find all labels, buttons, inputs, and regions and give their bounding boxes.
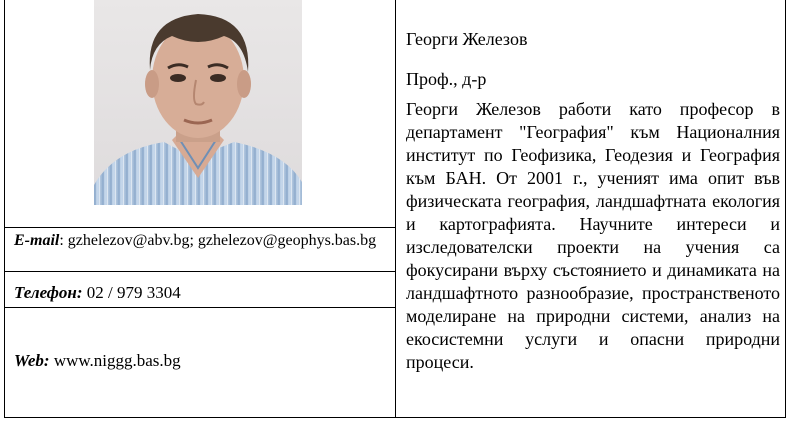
web-value[interactable]: www.niggg.bas.bg: [49, 351, 181, 370]
profile-card: [4, 0, 786, 418]
email-label: E-mail: [14, 232, 60, 249]
web-label: Web:: [14, 351, 50, 370]
column-divider: [395, 0, 396, 417]
email-value[interactable]: : gzhelezov@abv.bg; gzhelezov@geophys.bas.bg: [59, 232, 377, 249]
portrait-image: [94, 0, 302, 205]
person-bio: Георги Железов работи като професор в департамент "География" към Националния институт по Геофизика, Геодезия и География към БАН. От 2001 г., ученият има опит във физическата география, ландшафтната екология и картографията. Научните интереси и изследователски проекти на учения са фокусирани върху състоянието и динамиката на ландшафтното разнообразие, пространственото моделиране на природни системи, анализ на екосистемни услуги и опасни природни процеси.: [406, 99, 780, 372]
phone-value: 02 / 979 3304: [82, 283, 181, 302]
email-cell: [5, 228, 395, 271]
profile-photo: [94, 0, 302, 205]
person-title: Проф., д-р: [406, 69, 487, 89]
person-name: Георги Железов: [406, 29, 528, 49]
phone-cell: [5, 272, 395, 307]
phone-label: Телефон:: [14, 283, 83, 302]
photo-cell: [5, 0, 395, 227]
web-cell: [5, 308, 395, 417]
